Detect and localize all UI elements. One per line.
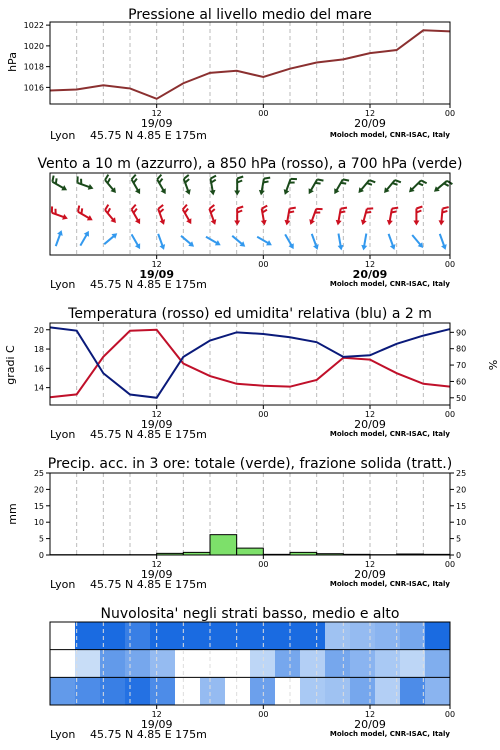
barb-feather: [157, 205, 163, 209]
x-tick-label: 12: [364, 410, 376, 419]
location-label: Lyon: [50, 278, 76, 291]
cloud-cell: [50, 677, 76, 705]
barb-shaft: [441, 209, 442, 222]
temperature-footer: [50, 428, 450, 441]
x-tick-label: 00: [444, 260, 456, 269]
barb-head: [413, 221, 419, 226]
wind-plot: [49, 175, 452, 251]
barb-head: [335, 220, 342, 226]
y-tick-label: 15: [33, 501, 44, 511]
cloud-cell: [275, 622, 301, 650]
y-tick-label: 90: [456, 328, 467, 338]
wind-barb-700: [101, 175, 120, 195]
x-tick-label: 00: [258, 560, 269, 569]
wind-barb-850: [206, 205, 221, 226]
credit-label: Moloch model, CNR-ISAC, Italy: [329, 430, 450, 438]
barb-head: [266, 240, 273, 248]
y-tick-label: 1020: [23, 41, 44, 51]
barb-shaft: [232, 236, 242, 244]
barb-head: [135, 243, 143, 250]
barb-shaft: [158, 234, 162, 246]
wind-barb-850: [413, 207, 422, 226]
cloud-panel: [50, 606, 455, 741]
wind-barb-850: [49, 206, 70, 221]
x-tick-label: 00: [444, 109, 456, 118]
precip-footer: [50, 578, 450, 591]
wind-arrow-10m: [155, 233, 166, 251]
barb-shaft: [56, 234, 60, 246]
credit-label: Moloch model, CNR-ISAC, Italy: [329, 280, 450, 288]
wind-barb-700: [432, 177, 452, 196]
pressure-frame: [50, 22, 450, 104]
y-tick-label: 10: [456, 518, 467, 528]
humidity-yticks: [450, 328, 466, 402]
barb-feather: [444, 182, 449, 187]
location-label: Lyon: [50, 428, 76, 441]
wind-arrow-10m: [256, 234, 274, 248]
wind-footer: [50, 278, 450, 291]
y-tick-label: 60: [456, 377, 467, 387]
barb-shaft: [80, 234, 87, 245]
wind-barb-700: [282, 176, 297, 197]
wind-arrow-10m: [230, 234, 247, 250]
wind-panel: [37, 156, 462, 291]
pressure-xticks: [141, 104, 455, 130]
barb-head: [84, 229, 92, 236]
x-tick-label: 12: [151, 109, 162, 118]
precip-bar: [237, 548, 264, 555]
barb-feather: [264, 177, 270, 180]
barb-head: [390, 244, 397, 251]
wind-arrow-10m: [204, 234, 222, 248]
cloud-cell: [75, 622, 101, 650]
barb-head: [57, 229, 64, 236]
barb-shaft: [206, 237, 217, 244]
barb-feather: [317, 178, 323, 183]
location-label: Lyon: [50, 578, 76, 591]
wind-barb-850: [335, 206, 347, 226]
barb-head: [234, 221, 240, 226]
wind-barb-700: [49, 176, 70, 193]
barb-feather: [106, 208, 111, 213]
barb-shaft: [257, 237, 268, 244]
wind-arrow-10m: [309, 233, 320, 251]
barb-shaft: [287, 209, 289, 222]
temperature-line: [50, 330, 450, 398]
temperature-panel: [4, 306, 499, 441]
barb-head: [215, 240, 222, 248]
pressure-ylabel: hPa: [6, 52, 19, 72]
y-tick-label: 20: [456, 485, 467, 495]
precip-ylabel: mm: [6, 503, 19, 525]
barb-shaft: [104, 236, 114, 244]
barb-head: [159, 219, 166, 226]
cloud-cell: [125, 677, 151, 705]
temperature-title: Temperatura (rosso) ed umidita' relativa (blu) a 2 m: [68, 306, 432, 322]
wind-barb-850: [234, 207, 243, 226]
barb-feather: [443, 207, 449, 210]
date-label: 19/09: [140, 718, 173, 731]
barb-head: [87, 215, 94, 223]
x-tick-label: 12: [364, 560, 376, 569]
cloud-cell: [175, 650, 201, 678]
barb-shaft: [312, 209, 316, 221]
y-tick-label: 5: [38, 534, 44, 544]
y-tick-label: 0: [456, 551, 462, 560]
cloud-footer: [50, 728, 450, 741]
coords-label: 45.75 N 4.85 E 175m: [90, 129, 207, 142]
x-tick-label: 00: [444, 560, 456, 569]
barb-head: [313, 244, 320, 251]
cloud-cell: [250, 622, 276, 650]
x-tick-label: 12: [364, 710, 376, 719]
wind-barb-700: [382, 177, 401, 197]
barb-shaft: [440, 234, 444, 246]
barb-shaft: [412, 180, 421, 189]
date-label: 20/09: [354, 117, 386, 130]
y-tick-label: 18: [33, 345, 44, 355]
y-tick-label: 16: [33, 364, 44, 374]
date-label: 19/09: [140, 568, 173, 581]
barb-shaft: [389, 234, 393, 246]
cloud-cell: [350, 677, 376, 705]
date-label: 19/09: [139, 268, 174, 281]
date-label: 20/09: [354, 418, 386, 431]
y-tick-label: 15: [456, 501, 467, 511]
barb-head: [332, 188, 340, 195]
barb-shaft: [312, 234, 316, 246]
barb-feather: [106, 178, 111, 183]
barb-head: [135, 188, 143, 195]
barb-head: [282, 189, 289, 196]
coords-label: 45.75 N 4.85 E 175m: [90, 278, 207, 291]
x-tick-label: 00: [444, 410, 456, 419]
cloud-cell: [325, 622, 351, 650]
cloud-cell: [150, 677, 176, 705]
x-tick-label: 12: [151, 410, 162, 419]
cloud-cell: [225, 622, 251, 650]
barb-shaft: [387, 180, 395, 190]
coords-label: 45.75 N 4.85 E 175m: [90, 578, 207, 591]
humidity-ylabel: %: [486, 359, 499, 371]
cloud-cell: [275, 650, 301, 678]
temperature-ylabel: gradi C: [4, 345, 17, 385]
precip-plot: [50, 535, 450, 555]
temperature-frame: [50, 323, 450, 405]
wind-barb-850: [75, 206, 96, 223]
cloud-cell: [200, 677, 226, 705]
barb-head: [211, 219, 218, 226]
barb-feather: [183, 175, 189, 179]
barb-feather: [237, 177, 243, 179]
wind-arrow-10m: [360, 233, 369, 251]
date-label: 20/09: [354, 568, 386, 581]
barb-feather: [395, 178, 401, 183]
x-tick-label: 00: [258, 410, 269, 419]
humidity-line: [50, 327, 450, 397]
wind-arrow-10m: [53, 229, 64, 247]
wind-arrow-10m: [283, 233, 297, 251]
barb-head: [308, 219, 315, 226]
barb-shaft: [132, 234, 139, 245]
barb-head: [161, 188, 169, 195]
cloud-cell: [75, 677, 101, 705]
barb-feather: [291, 177, 297, 181]
barb-feather: [50, 206, 54, 212]
barb-shaft: [412, 235, 420, 245]
y-tick-label: 5: [456, 534, 462, 544]
wind-title: Vento a 10 m (azzurro), a 850 hPa (rosso), a 700 hPa (verde): [37, 156, 463, 172]
x-tick-label: 12: [364, 260, 376, 269]
cloud-cell: [250, 677, 276, 705]
wind-arrow-10m: [78, 229, 92, 247]
y-tick-label: 25: [456, 469, 467, 478]
precip-title: Precip. acc. in 3 ore: totale (verde), frazione solida (tratt.): [47, 456, 453, 472]
cloud-cell: [400, 650, 426, 678]
cloud-cell: [350, 650, 376, 678]
wind-arrow-10m: [129, 233, 143, 251]
barb-head: [386, 220, 393, 226]
wind-barb-700: [128, 175, 145, 196]
cloud-plot: [50, 622, 451, 705]
precip-yticks: [34, 469, 50, 560]
precip-panel: [6, 456, 466, 591]
x-tick-label: 00: [258, 260, 269, 269]
barb-feather: [418, 182, 423, 187]
cloud-cell: [150, 650, 176, 678]
wind-barb-850: [360, 206, 374, 227]
wind-arrow-10m: [179, 234, 196, 250]
pressure-plot: [50, 30, 450, 99]
cloud-cell: [50, 650, 76, 678]
wind-barb-700: [207, 176, 219, 196]
barb-feather: [261, 206, 267, 209]
barb-head: [88, 184, 95, 191]
wind-barb-850: [179, 205, 196, 226]
wind-arrow-10m: [410, 233, 426, 250]
credit-label: Moloch model, CNR-ISAC, Italy: [329, 580, 450, 588]
y-tick-label: 14: [33, 383, 44, 393]
barb-feather: [290, 207, 296, 210]
barb-feather: [416, 207, 422, 209]
barb-feather: [316, 207, 322, 211]
barb-shaft: [52, 182, 63, 189]
barb-head: [210, 190, 217, 196]
barb-feather: [237, 207, 243, 209]
barb-head: [261, 220, 268, 226]
wind-barb-700: [332, 176, 349, 197]
pressure-panel: [6, 7, 455, 142]
cloud-cell: [400, 622, 426, 650]
cloud-cell: [400, 677, 426, 705]
barb-shaft: [364, 209, 367, 222]
pressure-line: [50, 30, 450, 99]
barb-shaft: [361, 180, 369, 190]
cloud-cell: [425, 622, 451, 650]
barb-shaft: [364, 234, 366, 247]
precip-bar: [210, 535, 237, 555]
wind-barb-700: [258, 176, 270, 196]
precip-grid: [77, 473, 424, 555]
cloud-cell: [350, 622, 376, 650]
cloud-cell: [325, 677, 351, 705]
barb-head: [62, 214, 69, 221]
wind-barb-700: [356, 177, 375, 197]
barb-head: [360, 220, 367, 226]
cloud-cell: [225, 677, 251, 705]
date-label: 19/09: [140, 117, 173, 130]
cloud-cell: [250, 650, 276, 678]
barb-head: [159, 244, 166, 251]
cloud-title: Nuvolosita' negli strati basso, medio e alto: [100, 606, 400, 622]
cloud-cell: [200, 622, 226, 650]
cloud-cell: [300, 622, 326, 650]
x-tick-label: 00: [258, 109, 269, 118]
cloud-cell: [175, 622, 201, 650]
y-tick-label: 1022: [23, 21, 44, 31]
barb-shaft: [78, 212, 89, 219]
wind-barb-850: [438, 206, 449, 226]
y-tick-label: 1018: [23, 62, 44, 72]
wind-barb-850: [308, 206, 323, 227]
barb-head: [438, 220, 444, 226]
wind-barb-700: [75, 176, 96, 191]
wind-arrow-10m: [386, 233, 397, 251]
y-tick-label: 20: [33, 485, 44, 495]
barb-feather: [341, 207, 347, 210]
temperature-plot: [50, 327, 450, 397]
wind-arrow-10m: [336, 233, 345, 251]
barb-shaft: [52, 213, 64, 217]
barb-shaft: [336, 179, 343, 190]
coords-label: 45.75 N 4.85 E 175m: [90, 728, 207, 741]
barb-shaft: [338, 209, 340, 222]
x-tick-label: 00: [258, 710, 269, 719]
wind-barb-700: [234, 177, 243, 196]
wind-arrow-10m: [437, 233, 448, 251]
credit-label: Moloch model, CNR-ISAC, Italy: [329, 131, 450, 139]
barb-shaft: [77, 183, 89, 187]
y-tick-label: 80: [456, 344, 467, 354]
barb-feather: [392, 207, 398, 210]
x-tick-label: 12: [151, 710, 162, 719]
barb-head: [234, 191, 240, 196]
cloud-cell: [175, 677, 201, 705]
cloud-cell: [50, 622, 76, 650]
y-tick-label: 70: [456, 361, 467, 371]
wind-arrow-10m: [102, 231, 119, 247]
barb-feather: [210, 176, 216, 179]
wind-barb-700: [154, 175, 171, 196]
cloud-cell: [150, 622, 176, 650]
cloud-cell: [425, 650, 451, 678]
barb-feather: [209, 205, 215, 209]
cloud-cell: [75, 650, 101, 678]
y-tick-label: 50: [456, 393, 467, 403]
barb-head: [360, 245, 367, 251]
precip-frame: [50, 473, 450, 555]
coords-label: 45.75 N 4.85 E 175m: [90, 428, 207, 441]
date-label: 20/09: [352, 268, 388, 281]
credit-label: Moloch model, CNR-ISAC, Italy: [329, 730, 450, 738]
cloud-cell: [275, 677, 301, 705]
cloud-cell: [200, 650, 226, 678]
wind-barb-700: [180, 175, 195, 196]
barb-head: [61, 185, 68, 193]
cloud-cell: [425, 677, 451, 705]
barb-head: [186, 218, 194, 225]
wind-barb-850: [101, 205, 120, 225]
date-label: 19/09: [140, 418, 173, 431]
cloud-cell: [125, 650, 151, 678]
temperature-yticks: [34, 326, 50, 393]
x-tick-label: 12: [151, 560, 162, 569]
barb-head: [284, 220, 291, 226]
cloud-cell: [300, 650, 326, 678]
pressure-grid: [77, 22, 424, 104]
x-tick-label: 12: [151, 260, 162, 269]
wind-barb-700: [407, 177, 427, 197]
wind-barb-700: [306, 176, 323, 197]
cloud-cell: [300, 677, 326, 705]
y-tick-label: 20: [33, 325, 44, 335]
barb-feather: [51, 176, 56, 182]
y-tick-label: 25: [33, 469, 44, 478]
barb-head: [306, 188, 314, 195]
pressure-yticks: [24, 21, 50, 92]
barb-shaft: [181, 236, 191, 244]
date-label: 20/09: [354, 718, 386, 731]
cloud-cell: [225, 650, 251, 678]
y-tick-label: 10: [33, 518, 44, 528]
barb-head: [135, 218, 143, 225]
pressure-footer: [50, 129, 450, 142]
cloud-cell: [125, 622, 151, 650]
x-tick-label: 00: [444, 710, 456, 719]
wind-barb-850: [258, 206, 270, 226]
location-label: Lyon: [50, 728, 76, 741]
y-tick-label: 1016: [23, 83, 44, 93]
x-tick-label: 12: [364, 109, 376, 118]
pressure-title: Pressione al livello medio del mare: [128, 7, 372, 23]
barb-head: [185, 189, 192, 196]
barb-shaft: [285, 234, 292, 245]
barb-shaft: [210, 179, 212, 192]
cloud-cell: [325, 650, 351, 678]
barb-shaft: [338, 234, 340, 247]
barb-shaft: [390, 209, 392, 222]
location-label: Lyon: [50, 129, 76, 142]
wind-barb-850: [128, 205, 145, 226]
y-tick-label: 0: [38, 551, 44, 560]
precip-yticks-right: [450, 469, 466, 560]
barb-head: [441, 244, 448, 251]
